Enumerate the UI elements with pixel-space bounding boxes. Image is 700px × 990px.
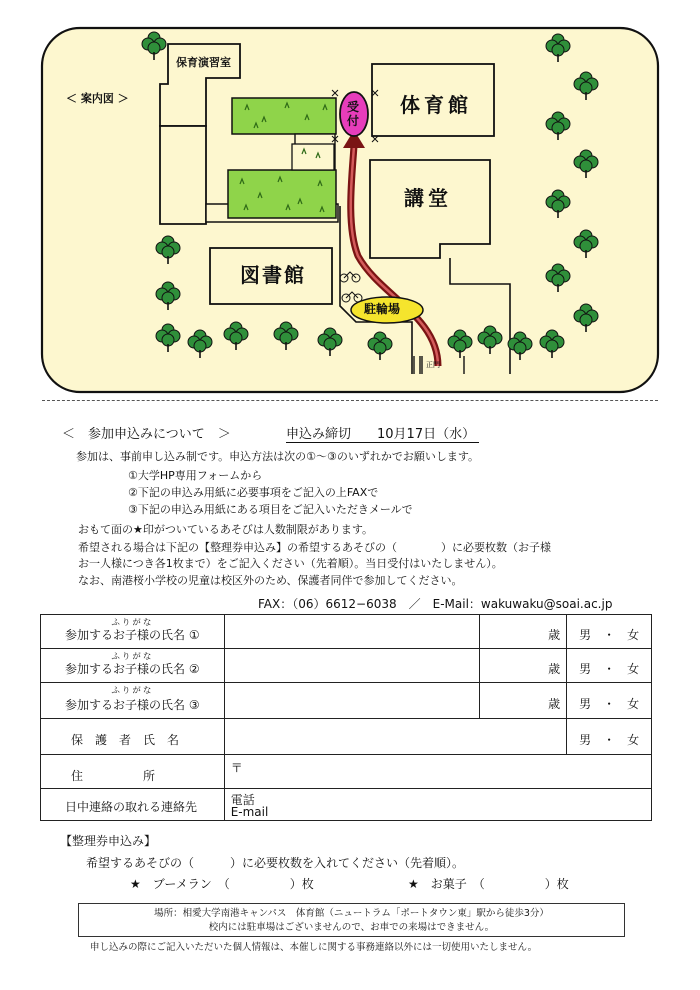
age-field[interactable] — [480, 649, 567, 683]
email-label: E-mail — [230, 805, 269, 819]
ticket-snacks[interactable]: ★ お菓子 （ ）枚 — [408, 877, 569, 891]
age-unit: 歳 — [548, 662, 561, 676]
venue-parking: 校内には駐車場はございませんので、お車での来場はできません。 — [208, 922, 495, 933]
ticket-instruction: 希望するあそびの（ ）に必要枚数を入れてください（先着順）。 — [86, 856, 465, 870]
daytime-contact-field[interactable] — [224, 789, 651, 821]
gender-options: 男 ・ 女 — [579, 733, 640, 747]
child-label-cell — [41, 615, 225, 649]
address-field[interactable] — [224, 755, 651, 789]
child-row-2 — [41, 649, 652, 683]
method-2: ②下記の申込み用紙に必要事項をご記入の上FAXで — [128, 486, 379, 499]
ticket-heading: 【整理券申込み】 — [60, 834, 157, 848]
address-label-cell — [41, 755, 225, 789]
lawn-upper — [232, 98, 336, 134]
main-gate-label: 正門 — [426, 361, 440, 369]
venue-place: 場所：相愛大学南港キャンパス 体育館（ニュートラム「ポートタウン東」駅から徒歩3分） — [154, 908, 549, 919]
lawn-lower — [228, 170, 336, 218]
phone-label: 電話 — [230, 793, 255, 807]
child-label-cell — [41, 683, 225, 719]
child-number: ① — [188, 628, 200, 642]
daytime-contact-label: 日中連絡の取れる連絡先 — [65, 800, 198, 814]
gender-options: 男 ・ 女 — [579, 697, 640, 711]
section-heading: ＜ 参加申込みについて ＞ — [62, 427, 231, 442]
campus-map — [40, 26, 660, 394]
child-name-label: 参加するお子様の氏名 — [65, 628, 186, 642]
child-name-field[interactable] — [224, 683, 480, 719]
venue-box — [78, 903, 625, 937]
age-field[interactable] — [480, 615, 567, 649]
application-form — [40, 614, 652, 821]
child-name-label: 参加するお子様の氏名 — [65, 698, 186, 712]
furigana-label: ふりがな — [111, 652, 154, 662]
guardian-gender-choice[interactable] — [567, 719, 652, 755]
address-row — [41, 755, 652, 789]
dashed-divider — [42, 400, 658, 401]
furigana-label: ふりがな — [111, 618, 154, 628]
daytime-contact-row — [41, 789, 652, 821]
map-guide-label: ＜ 案内図 ＞ — [66, 92, 129, 105]
child-name-field[interactable] — [224, 649, 480, 683]
child-row-1 — [41, 615, 652, 649]
child-label-cell — [41, 649, 225, 683]
guardian-row — [41, 719, 652, 755]
method-1: ①大学HP専用フォームから — [128, 469, 263, 482]
gender-choice[interactable] — [567, 615, 652, 649]
method-3: ③下記の申込み用紙にある項目をご記入いただきメールで — [128, 503, 413, 516]
age-unit: 歳 — [548, 697, 561, 711]
intro-text: 参加は、事前申し込み制です。申込方法は次の①～③のいずれかでお願いします。 — [76, 450, 479, 463]
child-number: ③ — [188, 698, 200, 712]
child-row-3 — [41, 683, 652, 719]
furigana-label: ふりがな — [111, 686, 154, 696]
age-unit: 歳 — [548, 628, 561, 642]
note-1: おもて面の★印がついているあそびは人数制限があります。 — [78, 523, 373, 536]
gender-options: 男 ・ 女 — [579, 628, 640, 642]
child-name-label: 参加するお子様の氏名 — [65, 662, 186, 676]
library-label: 図書館 — [240, 263, 306, 287]
child-name-field[interactable] — [224, 615, 480, 649]
note-4: なお、南港桜小学校の児童は校区外のため、保護者同伴で参加してください。 — [78, 574, 463, 587]
bike-parking-label: 駐輪場 — [364, 302, 401, 316]
gender-choice[interactable] — [567, 649, 652, 683]
note-3: お一人様につき各1枚まで）をご記入ください（先着順）。当日受付はいたしません）。 — [78, 557, 503, 570]
auditorium-label: 講堂 — [404, 186, 452, 210]
daytime-label-cell — [41, 789, 225, 821]
ticket-boomerang[interactable]: ★ ブーメラン （ ）枚 — [130, 877, 314, 891]
contact-line: FAX：（06）6612−6038 ／ E-Mail：wakuwaku@soai.ac.jp — [258, 597, 613, 611]
reception-label: 受付 — [347, 100, 360, 128]
guardian-label-cell — [41, 719, 225, 755]
gym-label: 体育館 — [400, 93, 472, 117]
gender-options: 男 ・ 女 — [579, 662, 640, 676]
guardian-name-field[interactable] — [224, 719, 566, 755]
deadline-text: 申込み締切 10月17日（水） — [286, 428, 479, 443]
note-2: 希望される場合は下記の【整理券申込み】の希望するあそびの（ ）に必要枚数（お子様 — [78, 541, 551, 554]
practice-room-label: 保育演習室 — [176, 56, 231, 69]
privacy-note: 申し込みの際にご記入いただいた個人情報は、本催しに関する事務連絡以外には一切使用いたしません。 — [90, 942, 538, 953]
postal-mark: 〒 — [230, 761, 243, 775]
address-label: 住 所 — [71, 769, 156, 783]
gender-choice[interactable] — [567, 683, 652, 719]
guardian-label: 保 護 者 氏 名 — [71, 733, 180, 747]
child-number: ② — [188, 662, 200, 676]
age-field[interactable] — [480, 683, 567, 719]
